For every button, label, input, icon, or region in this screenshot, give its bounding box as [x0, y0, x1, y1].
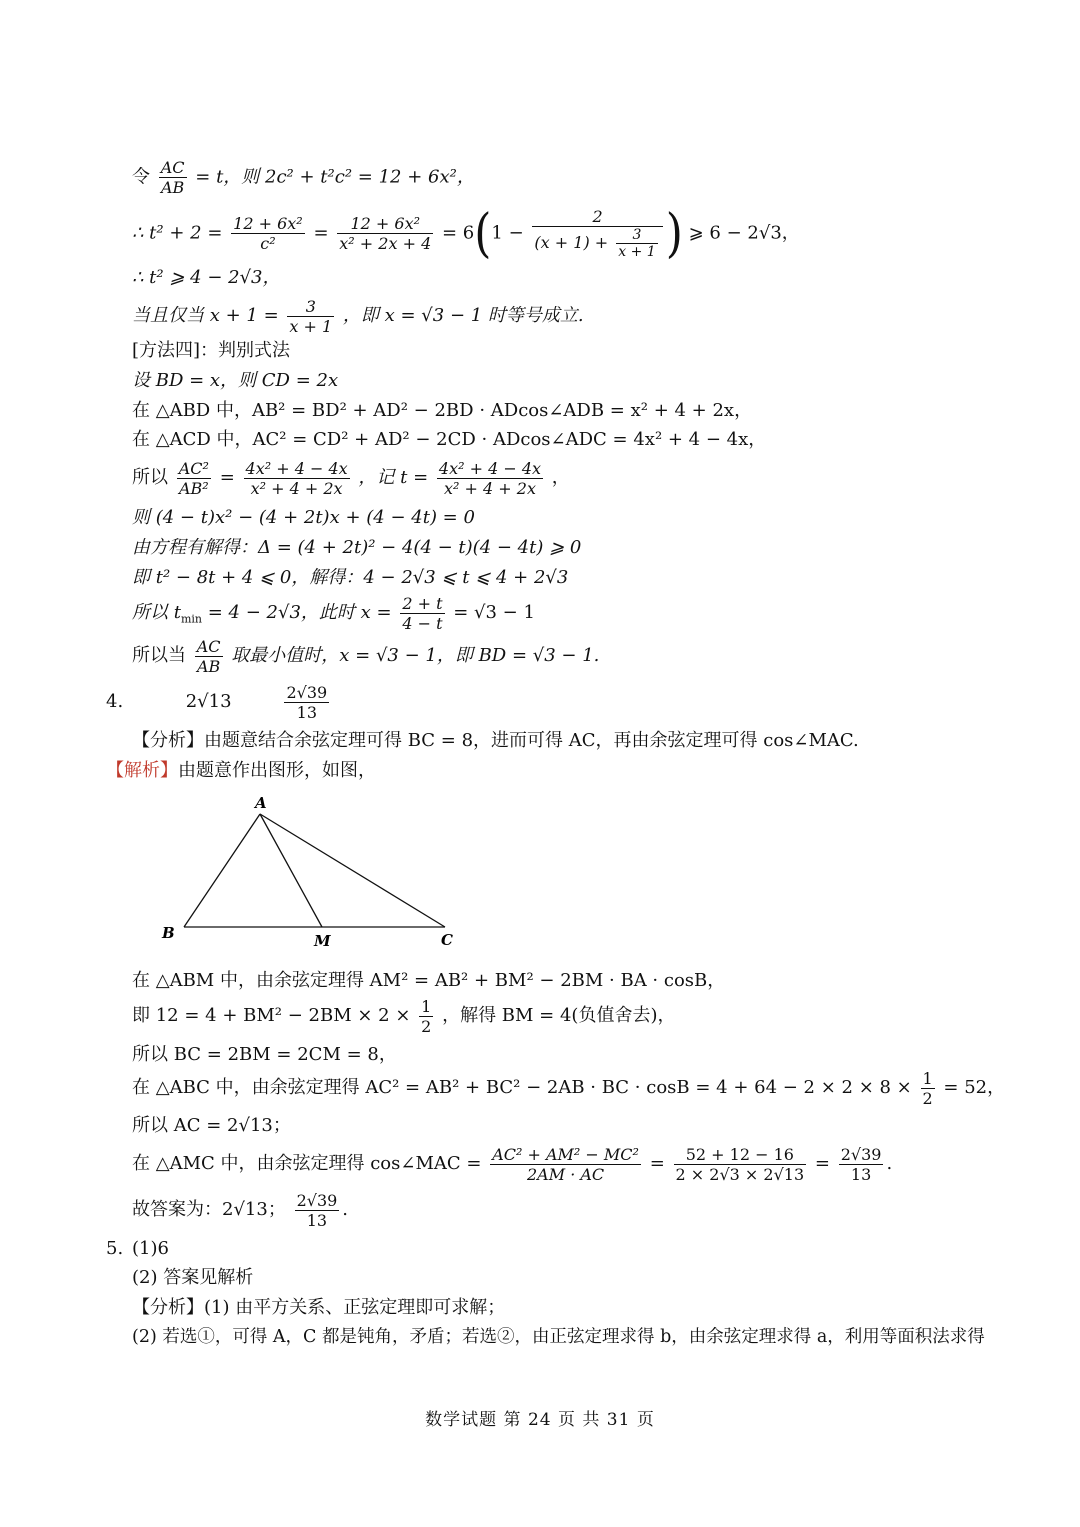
line-4 [132, 296, 584, 336]
text: 所以 [132, 467, 168, 488]
text: = [313, 222, 329, 244]
fraction [177, 459, 211, 498]
text: = [814, 1153, 830, 1174]
text: 由题意作出图形，如图， [178, 760, 376, 781]
denominator: AB [160, 178, 185, 197]
fraction [244, 459, 350, 498]
fraction [616, 227, 657, 260]
line-20 [132, 1142, 892, 1186]
numerator: AC² [178, 458, 209, 478]
line-16 [132, 996, 675, 1036]
label-M: M [314, 932, 331, 950]
line-1 [132, 158, 475, 197]
text: ∴ t² + 2 = [132, 222, 223, 244]
denominator: 13 [306, 1210, 328, 1230]
answer-1: 2√13 [185, 691, 232, 712]
text: 令 [132, 166, 150, 188]
numerator: 1 [922, 1068, 933, 1088]
text: . [886, 1153, 893, 1174]
right-paren: ) [665, 202, 683, 264]
line-11: 由方程有解得：Δ = (4 + 2t)² − 4(4 − t)(4 − 4t) ⩾ 0 [132, 537, 582, 558]
text: . [342, 1199, 349, 1220]
line-6: 设 BD = x，则 CD = 2x [132, 370, 339, 391]
numerator: AC² + AM² − MC² [492, 1144, 639, 1164]
numerator: 3 [616, 227, 657, 244]
line-15: 在 △ABM 中，由余弦定理得 AM² = AB² + BM² − 2BM · BA · cosB， [132, 970, 726, 991]
numerator: 4x² + 4 − 4x [245, 458, 348, 478]
q4-answer-line [106, 682, 332, 722]
denominator: 13 [850, 1164, 872, 1184]
numerator: AC [160, 158, 185, 177]
text: 在 △ABC 中，由余弦定理得 AC² = AB² + BC² − 2AB · BC · cosB = 4 + 64 − 2 × 2 × 8 × [132, 1077, 912, 1098]
denominator: 2 [421, 1016, 432, 1036]
q4-jiexi [106, 756, 376, 786]
answer-2 [284, 683, 329, 722]
text: 即 12 = 4 + BM² − 2BM × 2 × [132, 1005, 411, 1026]
text: 当且仅当 x + 1 = [132, 305, 279, 326]
text: = [649, 1153, 665, 1174]
denominator: 13 [296, 702, 318, 722]
text: (x + 1) + [534, 233, 609, 252]
line-3: ∴ t² ⩾ 4 − 2√3， [132, 267, 281, 288]
text: = 6 [441, 222, 475, 244]
denominator: 2AM · AC [526, 1164, 605, 1184]
line-7: 在 △ABD 中，AB² = BD² + AD² − 2BD · ADcos∠ADB = x² + 4 + 2x， [132, 400, 753, 421]
line-12: 即 t² − 8t + 4 ⩽ 0，解得：4 − 2√3 ⩽ t ⩽ 4 + 2√3 [132, 567, 569, 588]
line-21 [132, 1190, 348, 1230]
fraction [295, 1191, 340, 1230]
fraction [532, 207, 662, 260]
numerator: 12 + 6x² [337, 214, 433, 234]
label-C: C [441, 931, 453, 949]
subscript: min [180, 612, 203, 626]
text: ， [551, 467, 570, 488]
edge-AC [260, 814, 445, 927]
question-number: 5. [106, 1238, 124, 1259]
numerator: 12 + 6x² [233, 214, 303, 233]
text: ，记 t = [358, 467, 429, 488]
text: 所以当 [132, 645, 186, 666]
numerator: 2 + t [402, 593, 443, 613]
jiexi-label: 【解析】 [106, 760, 178, 781]
fraction [287, 297, 334, 336]
text: ，解得 BM = 4(负值舍去)， [442, 1005, 676, 1026]
numerator: 2√39 [286, 682, 328, 702]
line-10: 则 (4 − t)x² − (4 + 2t)x + (4 − 4t) = 0 [132, 507, 475, 528]
fraction [490, 1145, 641, 1184]
text: ⩾ 6 − 2√3， [688, 222, 800, 244]
numerator: 1 [421, 996, 432, 1016]
q5-analysis-2: (2) 若选①，可得 A，C 都是钝角，矛盾；若选②，由正弦定理求得 b，由余弦定理求得 a，利用等面积法求得 [132, 1327, 985, 1347]
numerator: 2√39 [840, 1144, 882, 1164]
fraction [337, 214, 433, 253]
line-17: 所以 BC = 2BM = 2CM = 8， [132, 1044, 397, 1065]
numerator: AC [196, 636, 221, 656]
denominator: 4 − t [402, 613, 443, 633]
denominator: 2 [922, 1088, 933, 1108]
line-8: 在 △ACD 中，AC² = CD² + AD² − 2CD · ADcos∠ADC = 4x² + 4 − 4x， [132, 429, 767, 450]
numerator: 2 [532, 207, 662, 227]
triangle-figure [150, 790, 470, 960]
fraction [437, 459, 543, 498]
q5-answer-1 [106, 1234, 169, 1264]
text: = [219, 467, 235, 488]
text: = 52， [943, 1077, 1006, 1098]
fraction [231, 214, 305, 253]
denominator: x + 1 [289, 316, 333, 336]
fraction [674, 1145, 807, 1184]
line-5: [方法四]：判别式法 [132, 340, 291, 361]
denominator [532, 227, 662, 260]
line-19: 所以 AC = 2√13； [132, 1115, 291, 1136]
answer: (1)6 [132, 1238, 169, 1259]
label-B: B [162, 924, 175, 942]
line-9 [132, 456, 570, 500]
fraction [400, 594, 444, 633]
line-2 [132, 202, 800, 264]
denominator: x + 1 [618, 244, 656, 260]
denominator: AB² [178, 478, 209, 498]
fraction [921, 1069, 935, 1108]
text: 取最小值时，x = √3 − 1，即 BD = √3 − 1. [231, 645, 600, 666]
label-A: A [255, 794, 267, 812]
text: 1 − [491, 222, 524, 244]
numerator: 2√39 [296, 1190, 338, 1210]
numerator: 4x² + 4 − 4x [438, 458, 542, 478]
numerator: 3 [287, 297, 334, 317]
edge-AM [260, 814, 322, 927]
denominator: x² + 4 + 2x [250, 478, 343, 498]
text: = t，则 2c² + t²c² = 12 + 6x²， [195, 166, 475, 188]
fraction [159, 158, 187, 197]
line-18 [132, 1068, 1005, 1108]
numerator: 52 + 12 − 16 [674, 1145, 807, 1165]
q4-analysis: 【分析】由题意结合余弦定理可得 BC = 8，进而可得 AC，再由余弦定理可得 cos∠MAC. [132, 730, 859, 751]
page-footer: 数学试题 第 24 页 共 31 页 [425, 1410, 655, 1430]
text: 在 △AMC 中，由余弦定理得 cos∠MAC = [132, 1153, 482, 1174]
fraction [839, 1145, 884, 1184]
fraction [195, 637, 223, 676]
denominator: 2 × 2√3 × 2√13 [675, 1164, 805, 1184]
text: = 4 − 2√3，此时 x = [202, 602, 392, 623]
denominator: AB [196, 656, 221, 676]
text: ，即 x = √3 − 1 时等号成立. [342, 305, 584, 326]
edge-AB [184, 814, 260, 927]
denominator: x² + 2x + 4 [339, 234, 432, 253]
text: = √3 − 1 [453, 602, 535, 623]
left-paren: ( [474, 202, 492, 264]
fraction [419, 997, 433, 1036]
line-14 [132, 636, 599, 676]
text: 故答案为：2√13； [132, 1199, 286, 1220]
q5-analysis: 【分析】(1) 由平方关系、正弦定理即可求解； [132, 1297, 506, 1318]
text: 所以 t [132, 602, 181, 623]
denominator: x² + 4 + 2x [443, 478, 536, 498]
denominator: c² [260, 234, 276, 253]
question-number: 4. [106, 691, 124, 712]
line-13 [132, 593, 535, 633]
q5-answer-2: (2) 答案见解析 [132, 1267, 254, 1288]
